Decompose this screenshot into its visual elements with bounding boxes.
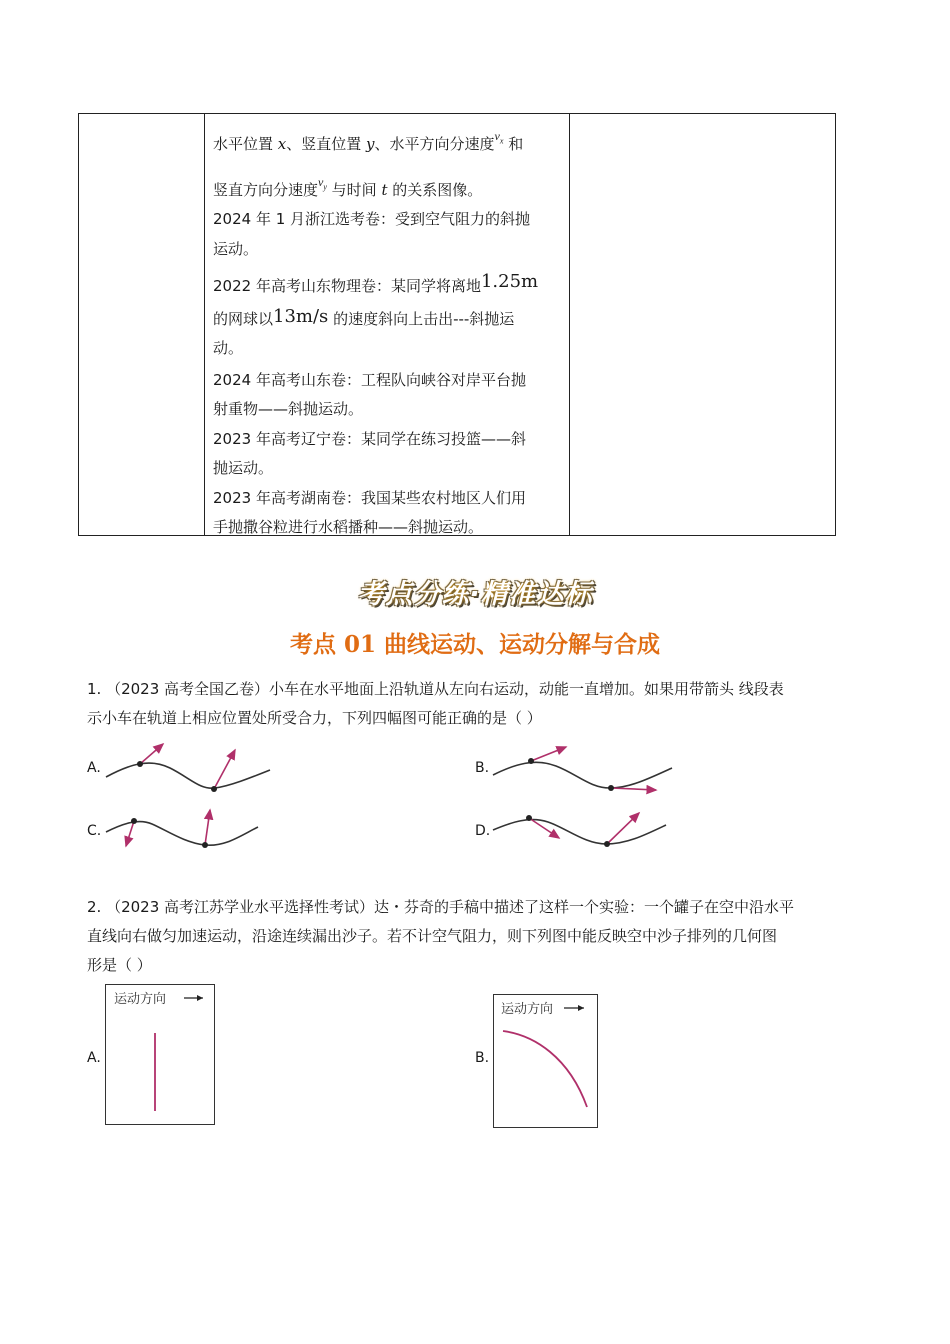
force-arrow (531, 747, 566, 761)
content-table (78, 113, 836, 536)
option-label-b: B. (475, 760, 490, 776)
var-y: y (366, 135, 375, 153)
question-text: 形是（ ） (87, 956, 152, 974)
text: 水平位置 (213, 135, 278, 153)
q2-b-figure (494, 995, 599, 1129)
q1-figures (0, 730, 950, 860)
table-line: 射重物——斜抛运动。 (213, 400, 364, 418)
track-curve (493, 762, 672, 788)
option-label-d: D. (475, 823, 491, 839)
table-divider-2 (569, 114, 570, 535)
value-speed: 13m/s (273, 305, 329, 327)
car-point (604, 841, 610, 847)
text: 的关系图像。 (387, 180, 483, 199)
option-b-figure[interactable] (493, 747, 672, 791)
option-label-b: B. (475, 1050, 490, 1066)
track-curve (493, 820, 666, 844)
option-label-c: C. (87, 823, 102, 839)
text: 的网球以 (213, 309, 274, 328)
table-line (213, 302, 563, 335)
question-text: 直线向右做匀加速运动，沿途连续漏出沙子。若不计空气阻力，则下列图中能反映空中沙子排列的几何图 (87, 927, 778, 945)
option-label-a: A. (87, 1050, 101, 1066)
q2-a-figure (106, 985, 216, 1126)
arrow-head (578, 1005, 584, 1011)
option-d-figure[interactable] (493, 813, 666, 847)
table-line: 运动。 (213, 239, 259, 258)
text: 的速度斜向上击出---斜抛运 (328, 309, 515, 328)
car-point (137, 761, 143, 767)
car-point (526, 815, 532, 821)
option-b-box[interactable] (493, 994, 598, 1128)
force-arrow (140, 744, 163, 764)
option-a-box[interactable] (105, 984, 215, 1125)
force-arrow (611, 788, 656, 790)
car-point (202, 842, 208, 848)
direction-label: 运动方向 (114, 992, 167, 1007)
option-c-figure[interactable] (106, 810, 258, 848)
car-point (211, 786, 217, 792)
table-line: 手抛撒谷粒进行水稻播种——斜抛运动。 (213, 518, 484, 536)
text: 2022 年高考山东物理卷：某同学将离地 (213, 277, 481, 295)
value-height: 1.25m (480, 271, 539, 292)
table-cell-examples (213, 122, 563, 543)
text: 、水平方向分速度 (374, 135, 495, 153)
var-t: t (381, 180, 388, 199)
option-a-figure[interactable] (106, 744, 270, 792)
table-line (213, 168, 563, 206)
text: y (323, 181, 327, 191)
text: v (318, 174, 324, 189)
var-x: x (277, 135, 287, 153)
car-point (131, 818, 137, 824)
banner-title: 考点分练·精准达标 (357, 579, 593, 610)
text: v (494, 129, 500, 143)
sand-curve (503, 1031, 587, 1107)
text: 与时间 (326, 180, 382, 199)
question-1 (87, 675, 867, 733)
table-line: 动。 (213, 339, 244, 357)
track-curve (106, 763, 270, 788)
question-text: 1. （2023 高考全国乙卷）小车在水平地面上沿轨道从左向右运动，动能一直增加。如果用带箭头 线段表 (87, 680, 784, 698)
option-label-a: A. (87, 760, 101, 776)
arrow-head (197, 995, 203, 1001)
table-line: 2024 年高考山东卷：工程队向峡谷对岸平台抛 (213, 370, 526, 389)
direction-label: 运动方向 (501, 1002, 554, 1017)
table-line (213, 267, 563, 302)
section-title: 考点 01 曲线运动、运动分解与合成 (289, 631, 661, 658)
table-divider-1 (204, 114, 205, 535)
question-text: 2. （2023 高考江苏学业水平选择性考试）达・芬奇的手稿中描述了这样一个实验：一个罐子在空中沿水平 (87, 898, 795, 916)
table-line: 2023 年高考辽宁卷：某同学在练习投篮——斜 (213, 429, 526, 448)
text: 竖直方向分速度 (213, 180, 319, 199)
car-point (528, 758, 534, 764)
force-arrow (205, 810, 210, 845)
table-line: 抛运动。 (213, 459, 274, 477)
question-text: 示小车在轨道上相应位置处所受合力，下列四幅图可能正确的是（ ） (87, 709, 542, 727)
table-line: 2024 年 1 月浙江选考卷：受到空气阻力的斜抛 (213, 210, 531, 228)
table-line: 2023 年高考湖南卷：我国某些农村地区人们用 (213, 488, 526, 507)
text: 、竖直位置 (286, 135, 367, 153)
question-2 (87, 893, 867, 980)
force-arrow (126, 821, 134, 846)
var-vy (318, 175, 327, 189)
text: 和 (503, 135, 524, 153)
track-curve (106, 822, 258, 846)
car-point (608, 785, 614, 791)
table-line (213, 122, 563, 160)
text: x (499, 136, 504, 146)
